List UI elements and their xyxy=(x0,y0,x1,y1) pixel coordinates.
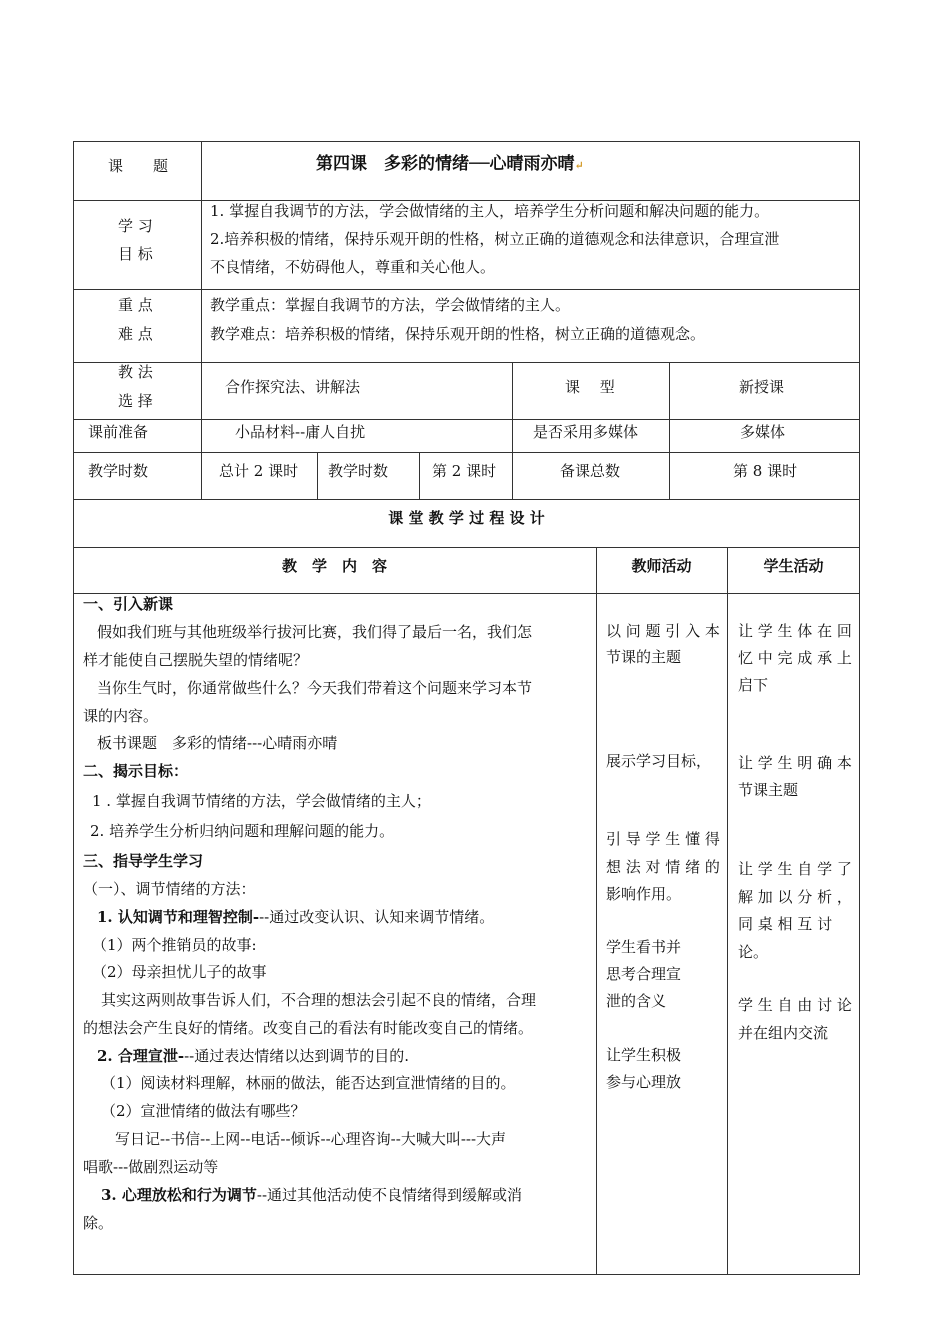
content-line: 1 . 掌握自我调节情绪的方法，学会做情绪的主人； xyxy=(92,792,431,810)
content-line: 课的内容。 xyxy=(83,707,159,725)
content-line: （1）阅读材料理解，林丽的做法，能否达到宣泄情绪的目的。 xyxy=(101,1074,516,1092)
teacher-line: 以 问 题 引 入 本 xyxy=(606,622,720,640)
objectives-label-line1: 学 习 xyxy=(118,217,153,235)
objective-1: 1. 掌握自我调节的方法，学会做情绪的主人，培养学生分析问题和解决问题的能力。 xyxy=(210,202,770,220)
teacher-line: 泄的含义 xyxy=(606,992,667,1010)
content-line: 假如我们班与其他班级举行拔河比赛，我们得了最后一名，我们怎 xyxy=(97,623,533,641)
process-title: 课 堂 教 学 过 程 设 计 xyxy=(388,509,545,527)
multimedia-value: 多媒体 xyxy=(740,423,786,441)
row-divider xyxy=(73,593,860,594)
row-divider xyxy=(73,362,860,363)
content-line: 的想法会产生良好的情绪。改变自己的看法有时能改变自己的情绪。 xyxy=(83,1019,534,1037)
content-line xyxy=(101,1181,522,1210)
content-line: 唱歌---做剧烈运动等 xyxy=(83,1158,219,1176)
method-value: 合作探究法、讲解法 xyxy=(225,378,361,396)
content-line: 当你生气时，你通常做些什么？今天我们带着这个问题来学习本节 xyxy=(97,679,533,697)
section-heading-goals: 二、揭示目标： xyxy=(83,762,189,780)
student-line: 解 加 以 分 析 ， xyxy=(738,888,852,906)
teacher-line: 让学生积极 xyxy=(606,1046,682,1064)
type-label: 课 型 xyxy=(565,378,615,396)
method-desc-1: --通过改变认识、认知来调节情绪。 xyxy=(259,908,495,926)
prep-label: 课前准备 xyxy=(88,423,149,441)
objectives-label-line2: 目 标 xyxy=(118,245,153,263)
teacher-line: 展示学习目标， xyxy=(606,752,712,770)
content-line: 其实这两则故事告诉人们，不合理的想法会引起不良的情绪，合理 xyxy=(101,991,537,1009)
row-divider xyxy=(73,452,860,453)
teacher-line: 参与心理放 xyxy=(606,1073,682,1091)
method-desc-3b: 使不良情绪得到缓 xyxy=(357,1186,478,1204)
method-label-line2: 选 择 xyxy=(118,392,153,410)
col-divider xyxy=(317,452,318,499)
content-line xyxy=(97,903,494,932)
col-header-content: 教 学 内 容 xyxy=(281,557,387,575)
student-line: 忆 中 完 成 承 上 xyxy=(738,649,852,667)
total-prep-label: 备课总数 xyxy=(560,462,621,480)
content-line: 除。 xyxy=(83,1214,114,1232)
student-line: 同 桌 相 互 讨 xyxy=(738,915,833,933)
content-line xyxy=(97,1042,409,1071)
key-point: 教学重点：掌握自我调节的方法，学会做情绪的主人。 xyxy=(210,296,571,314)
paragraph-mark: ↵ xyxy=(574,159,584,172)
hours-label-2: 教学时数 xyxy=(328,462,389,480)
teacher-line: 思考合理宣 xyxy=(606,965,682,983)
content-line: （2）宣泄情绪的做法有哪些？ xyxy=(101,1102,306,1120)
method-heading-3: 3. 心理放松和行为调节 xyxy=(101,1186,257,1204)
total-prep-value: 第 8 课时 xyxy=(733,462,798,480)
hours-total: 总计 2 课时 xyxy=(219,462,299,480)
method-desc-2: --通过表达情绪以达到调节的目的. xyxy=(184,1047,410,1065)
section-heading-guide: 三、指导学生学习 xyxy=(83,852,204,870)
row-divider xyxy=(73,289,860,290)
student-line: 让 学 生 明 确 本 xyxy=(738,754,852,772)
col-divider xyxy=(201,141,202,499)
difficult-point: 教学难点：培养积极的情绪，保持乐观开朗的性格，树立正确的道德观念。 xyxy=(210,325,706,343)
teacher-line: 节课的主题 xyxy=(606,648,682,666)
method-heading-2: 2. 合理宣泄- xyxy=(97,1047,185,1065)
content-line: 写日记--书信--上网--电话--倾诉--心理咨询--大喊大叫---大声 xyxy=(115,1130,507,1148)
content-line: 2. 培养学生分析归纳问题和理解问题的能力。 xyxy=(90,822,395,840)
student-line: 节课主题 xyxy=(738,781,799,799)
key-label-line2: 难 点 xyxy=(118,325,153,343)
student-line: 学 生 自 由 讨 论 xyxy=(738,996,852,1014)
content-line: （2）母亲担忧儿子的故事 xyxy=(92,963,267,981)
student-line: 启下 xyxy=(738,676,769,694)
col-divider xyxy=(596,547,597,1275)
col-divider xyxy=(419,452,420,499)
teacher-line: 引 导 学 生 懂 得 xyxy=(606,830,720,848)
lesson-title-text: 第四课 多彩的情绪──心晴雨亦晴 xyxy=(316,154,575,174)
student-line: 并在组内交流 xyxy=(738,1024,829,1042)
hours-label: 教学时数 xyxy=(88,462,149,480)
student-line: 让 学 生 自 学 了 xyxy=(738,860,852,878)
col-divider xyxy=(669,362,670,499)
lesson-title xyxy=(316,150,584,180)
content-line: （1）两个推销员的故事: xyxy=(92,936,257,954)
type-value: 新授课 xyxy=(739,378,785,396)
objective-2-line2: 不良情绪，不妨碍他人，尊重和关心他人。 xyxy=(210,258,496,276)
method-label-line1: 教 法 xyxy=(118,363,153,381)
section-heading-intro: 一、引入新课 xyxy=(83,595,174,613)
row-divider xyxy=(73,499,860,500)
teacher-line: 学生看书并 xyxy=(606,938,682,956)
topic-label: 课 题 xyxy=(108,157,169,175)
col-divider xyxy=(727,547,728,1275)
student-line: 让 学 生 体 在 回 xyxy=(738,622,852,640)
content-line: 样才能使自己摆脱失望的情绪呢？ xyxy=(83,651,309,669)
teacher-line: 想 法 对 情 绪 的 xyxy=(606,858,720,876)
student-line: 论。 xyxy=(738,943,769,961)
objective-2-line1: 2.培养积极的情绪，保持乐观开朗的性格，树立正确的道德观念和法律意识，合理宣泄 xyxy=(210,230,780,248)
hours-current: 第 2 课时 xyxy=(432,462,497,480)
method-desc-3c: 解或消 xyxy=(477,1186,523,1204)
method-desc-3a: --通过其他活动 xyxy=(256,1186,358,1204)
key-label-line1: 重 点 xyxy=(118,296,153,314)
prep-value: 小品材料--庸人自扰 xyxy=(235,423,366,441)
col-header-student: 学生活动 xyxy=(763,557,824,575)
method-heading-1: 1. 认知调节和理智控制- xyxy=(97,908,260,926)
multimedia-label: 是否采用多媒体 xyxy=(533,423,639,441)
col-divider xyxy=(512,362,513,499)
teacher-line: 影响作用。 xyxy=(606,885,682,903)
content-line: 板书课题 多彩的情绪---心晴雨亦晴 xyxy=(97,734,338,752)
col-header-teacher: 教师活动 xyxy=(631,557,692,575)
row-divider xyxy=(73,547,860,548)
content-line: （一）、调节情绪的方法： xyxy=(83,880,256,898)
